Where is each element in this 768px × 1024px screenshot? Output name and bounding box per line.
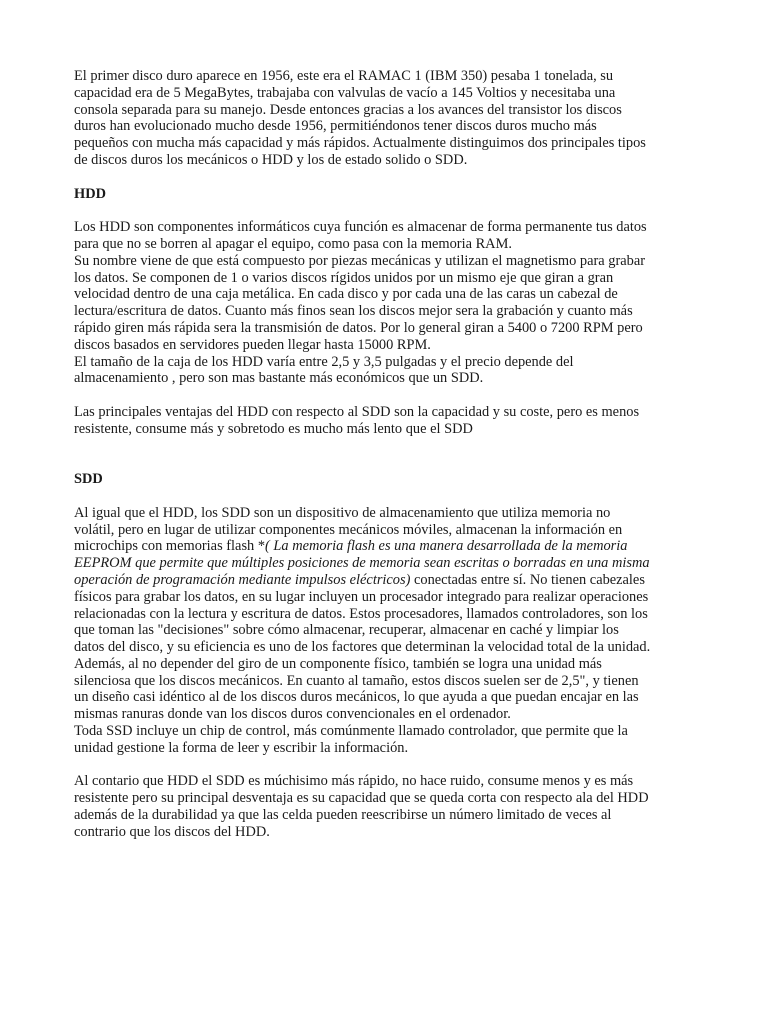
text-line: El primer disco duro aparece en 1956, este era el RAMAC 1 (IBM 350) pesaba 1 tonelada, su — [74, 68, 614, 84]
text-line: un diseño casi idéntico al de los discos duros mecánicos, lo que ayuda a que puedan encajar en las — [74, 689, 639, 706]
text-line: almacenamiento , pero son mas bastante más económicos que un SDD. — [74, 370, 484, 387]
text-line: duros han evolucionado mucho desde 1956, permitiéndonos tener discos duros mucho más — [74, 118, 597, 135]
text-line: resistente pero su principal desventaja es su capacidad que se queda corta con respecto ala del HDD — [74, 790, 649, 807]
text-line: pequeños con mucha más capacidad y más rápidos. Actualmente distinguimos dos principales tipos — [74, 135, 646, 152]
text-line: volátil, pero en lugar de utilizar componentes mecánicos móviles, almacenan la información en — [74, 521, 623, 538]
text-line: Los HDD son componentes informáticos cuya función es almacenar de forma permanente tus datos — [74, 219, 647, 236]
footnote-italic: operación de programación mediante impulsos eléctricos) — [74, 571, 411, 588]
text-line: Al contario que HDD el SDD es múchisimo más rápido, no hace ruido, consume menos y es más — [74, 773, 634, 790]
footnote-italic: ( La memoria flash es una manera desarrollada de la memoria — [265, 538, 628, 555]
text-line: Toda SSD incluye un chip de control, más comúnmente llamado controlador, que permite que la — [74, 723, 628, 740]
text-line: que toman las "decisiones" sobre cómo almacenar, recuperar, almacenar en caché y limpiar los — [74, 622, 619, 639]
sdd-paragraph-2 — [74, 773, 696, 840]
document-page — [74, 68, 696, 841]
text-line: datos del disco, y su eficiencia es uno de los factores que determinan la velocidad total de la unidad. — [74, 639, 651, 656]
text-line: para que no se borren al apagar el equipo, como pasa con la memoria RAM. — [74, 235, 512, 252]
hdd-paragraph-2 — [74, 404, 696, 438]
sdd-paragraph-1 — [74, 505, 696, 757]
hdd-paragraph-1 — [74, 219, 696, 387]
text-line: resistente, consume más y sobretodo es mucho más lento que el SDD — [74, 420, 473, 437]
text-line: velocidad dentro de una caja metálica. En cada disco y por cada una de las caras un cabezal de — [74, 286, 618, 303]
text-line: Las principales ventajas del HDD con respecto al SDD son la capacidad y su coste, pero es menos — [74, 403, 640, 420]
text-line: unidad gestione la forma de leer y escribir la información. — [74, 739, 409, 756]
text-line: además de la durabilidad ya que las celda pueden reescribirse un número limitado de veces al — [74, 807, 612, 824]
text-line: discos basados en servidores pueden llegar hasta 15000 RPM. — [74, 336, 431, 353]
text-line: consola separada para su manejo. Desde entonces gracias a los avances del transistor los discos — [74, 101, 622, 118]
sdd-heading: SDD — [74, 471, 103, 488]
footnote-italic: EEPROM que permite que múltiples posiciones de memoria sean escritas o borradas en una misma — [74, 555, 650, 572]
text-line: Su nombre viene de que está compuesto por piezas mecánicas y utilizan el magnetismo para grabar — [74, 252, 646, 269]
intro-paragraph — [74, 68, 696, 169]
text-line: de discos duros los mecánicos o HDD y los de estado solido o SDD. — [74, 151, 468, 168]
text-line: los datos. Se componen de 1 o varios discos rígidos unidos por un mismo eje que giran a gran — [74, 269, 614, 286]
text-line: físicos para grabar los datos, en su lugar incluyen un procesador integrado para realizar operaciones — [74, 588, 649, 605]
text-line: relacionadas con la lectura y escritura de datos. Estos procesadores, llamados controladores, son los — [74, 605, 648, 622]
text-line: Al igual que el HDD, los SDD son un dispositivo de almacenamiento que utiliza memoria no — [74, 504, 611, 521]
text-line: capacidad era de 5 MegaBytes, trabajaba con valvulas de vacío a 145 Voltios y necesitaba una — [74, 84, 616, 101]
hdd-heading: HDD — [74, 185, 106, 202]
text-line: silenciosa que los discos mecánicos. En cuanto al tamaño, estos discos suelen ser de 2,5", y tienen — [74, 672, 639, 689]
text-line: contrario que los discos del HDD. — [74, 823, 270, 840]
text-line: mismas ranuras donde van los discos duros convencionales en el ordenador. — [74, 706, 511, 723]
text-line: microchips con memorias flash * — [74, 538, 266, 555]
text-line: conectadas entre sí. No tienen cabezales — [410, 571, 645, 588]
text-line: Además, al no depender del giro de un componente físico, también se logra una unidad más — [74, 655, 602, 672]
text-line: rápido giren más rápida sera la transmisión de datos. Por lo general giran a 5400 o 7200 RPM pero — [74, 319, 643, 336]
text-line: El tamaño de la caja de los HDD varía entre 2,5 y 3,5 pulgadas y el precio depende del — [74, 353, 574, 370]
text-line: lectura/escritura de datos. Cuanto más finos sean los discos mejor sera la grabación y cuanto más — [74, 303, 633, 320]
